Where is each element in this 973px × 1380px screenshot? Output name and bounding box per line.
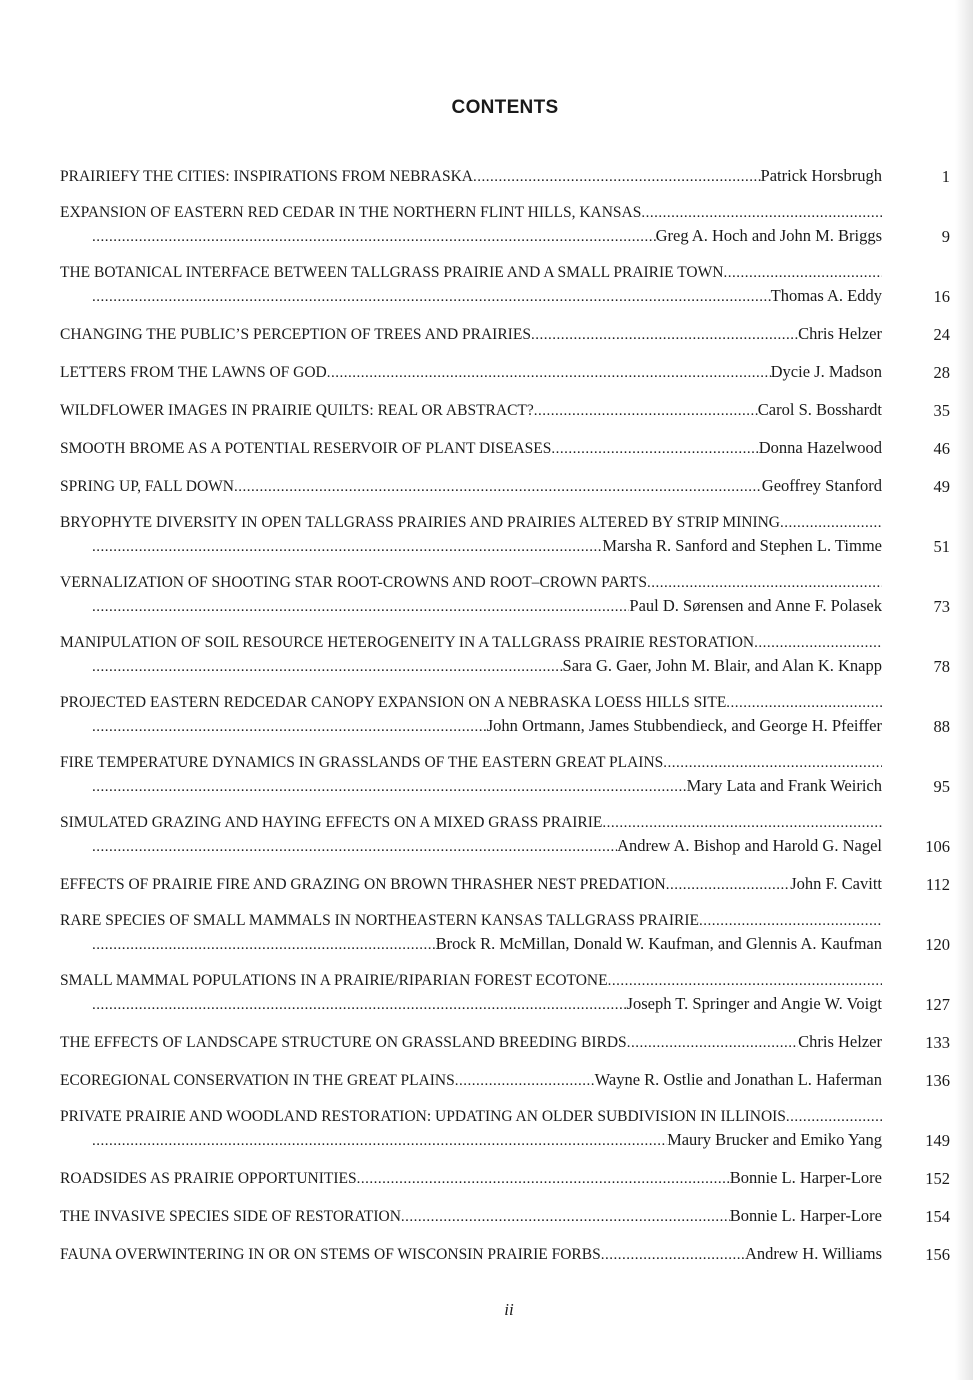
dot-leader <box>699 913 882 930</box>
entry-title: PRIVATE PRAIRIE AND WOODLAND RESTORATION: UPDATING AN OLDER SUBDIVISION IN ILLINOIS <box>60 1108 786 1125</box>
dot-leader <box>531 327 798 344</box>
entry-author: Thomas A. Eddy <box>770 286 882 305</box>
entry-title: PRAIRIEFY THE CITIES: INSPIRATIONS FROM NEBRASKA <box>60 168 473 185</box>
entry-author: Andrew H. Williams <box>745 1244 882 1263</box>
entry-page-number: 73 <box>933 597 950 616</box>
toc-author-line <box>60 776 882 798</box>
toc-title-line <box>60 514 882 536</box>
toc-author-line <box>60 994 882 1016</box>
entry-page-number: 127 <box>925 995 950 1014</box>
toc-title-line <box>60 1108 882 1130</box>
dot-leader <box>601 1247 745 1264</box>
toc-title-line <box>60 324 882 346</box>
entry-author: Brock R. McMillan, Donald W. Kaufman, and Glennis A. Kaufman <box>435 934 882 953</box>
toc-entry <box>60 204 950 248</box>
dot-leader <box>92 937 436 954</box>
toc-entry <box>60 1032 950 1054</box>
toc-entry <box>60 400 950 422</box>
entry-title: VERNALIZATION OF SHOOTING STAR ROOT-CROWNS AND ROOT–CROWN PARTS <box>60 574 648 591</box>
toc-entry <box>60 634 950 678</box>
entry-page-number: 46 <box>933 439 950 458</box>
entry-page-number: 28 <box>933 363 950 382</box>
entry-page-number: 120 <box>925 935 950 954</box>
entry-page-number: 106 <box>925 837 950 856</box>
dot-leader <box>627 1035 798 1052</box>
toc-entry <box>60 694 950 738</box>
entry-author: John Ortmann, James Stubbendieck, and George H. Pfeiffer <box>486 716 882 735</box>
entry-title: ECOREGIONAL CONSERVATION IN THE GREAT PLAINS <box>60 1072 455 1089</box>
toc-title-line <box>60 574 882 596</box>
toc-entry <box>60 1070 950 1092</box>
entry-title: SMOOTH BROME AS A POTENTIAL RESERVOIR OF PLANT DISEASES <box>60 440 552 457</box>
entry-page-number: 156 <box>925 1245 950 1264</box>
dot-leader <box>92 719 487 736</box>
dot-leader <box>327 365 771 382</box>
entry-author: Carol S. Bosshardt <box>757 400 882 419</box>
dot-leader <box>357 1171 730 1188</box>
entry-author: Mary Lata and Frank Weirich <box>686 776 882 795</box>
entry-title: FIRE TEMPERATURE DYNAMICS IN GRASSLANDS OF THE EASTERN GREAT PLAINS <box>60 754 664 771</box>
toc-entry <box>60 1168 950 1190</box>
entry-page-number: 112 <box>925 875 950 894</box>
toc-title-line <box>60 972 882 994</box>
entry-page-number: 35 <box>933 401 950 420</box>
toc-author-line <box>60 934 882 956</box>
dot-leader <box>92 779 687 796</box>
toc-title-line <box>60 634 882 656</box>
toc-title-line <box>60 166 882 188</box>
entry-author: Joseph T. Springer and Angie W. Voigt <box>626 994 882 1013</box>
toc-title-line <box>60 1168 882 1190</box>
toc-author-line <box>60 716 882 738</box>
entry-title: RARE SPECIES OF SMALL MAMMALS IN NORTHEASTERN KANSAS TALLGRASS PRAIRIE <box>60 912 700 929</box>
entry-author: Andrew A. Bishop and Harold G. Nagel <box>617 836 882 855</box>
entry-author: Wayne R. Ostlie and Jonathan L. Haferman <box>594 1070 882 1089</box>
toc-entry <box>60 874 950 896</box>
entry-title: THE BOTANICAL INTERFACE BETWEEN TALLGRASS PRAIRIE AND A SMALL PRAIRIE TOWN <box>60 264 724 281</box>
dot-leader <box>534 403 758 420</box>
entry-author: Maury Brucker and Emiko Yang <box>667 1130 882 1149</box>
dot-leader <box>92 599 629 616</box>
entry-page-number: 51 <box>933 537 950 556</box>
dot-leader <box>666 877 791 894</box>
dot-leader <box>754 635 882 652</box>
entry-page-number: 154 <box>925 1207 950 1226</box>
toc-title-line <box>60 1070 882 1092</box>
entry-title: SPRING UP, FALL DOWN <box>60 478 234 495</box>
entry-title: SIMULATED GRAZING AND HAYING EFFECTS ON A MIXED GRASS PRAIRIE <box>60 814 603 831</box>
dot-leader <box>786 1109 882 1126</box>
dot-leader <box>234 479 762 496</box>
dot-leader <box>92 289 771 306</box>
entry-page-number: 24 <box>933 325 950 344</box>
entry-title: EXPANSION OF EASTERN RED CEDAR IN THE NORTHERN FLINT HILLS, KANSAS <box>60 204 642 221</box>
entry-author: Bonnie L. Harper-Lore <box>729 1206 882 1225</box>
toc-author-line <box>60 656 882 678</box>
toc-title-line <box>60 754 882 776</box>
entry-title: ROADSIDES AS PRAIRIE OPPORTUNITIES <box>60 1170 357 1187</box>
entry-title: WILDFLOWER IMAGES IN PRAIRIE QUILTS: REAL OR ABSTRACT? <box>60 402 534 419</box>
toc-title-line <box>60 694 882 716</box>
entry-author: Chris Helzer <box>798 1032 882 1051</box>
page-title: CONTENTS <box>451 97 559 118</box>
dot-leader <box>401 1209 730 1226</box>
dot-leader <box>726 695 882 712</box>
entry-author: Greg A. Hoch and John M. Briggs <box>655 226 882 245</box>
dot-leader <box>641 205 882 222</box>
toc-title-line <box>60 362 882 384</box>
toc-author-line <box>60 226 882 248</box>
entry-page-number: 95 <box>933 777 950 796</box>
toc-entry <box>60 1206 950 1228</box>
toc-title-line <box>60 1206 882 1228</box>
toc-author-line <box>60 536 882 558</box>
toc-title-line <box>60 814 882 836</box>
entry-page-number: 9 <box>941 227 950 246</box>
dot-leader <box>473 169 761 186</box>
toc-title-line <box>60 1032 882 1054</box>
toc-entry <box>60 514 950 558</box>
entry-author: Bonnie L. Harper-Lore <box>729 1168 882 1187</box>
toc-author-line <box>60 596 882 618</box>
toc-entry <box>60 264 950 308</box>
entry-page-number: 1 <box>941 167 950 186</box>
entry-page-number: 133 <box>925 1033 950 1052</box>
entry-author: Marsha R. Sanford and Stephen L. Timme <box>602 536 882 555</box>
toc-author-line <box>60 1130 882 1152</box>
entry-author: Geoffrey Stanford <box>761 476 882 495</box>
entry-page-number: 16 <box>933 287 950 306</box>
dot-leader <box>780 515 882 532</box>
entry-title: THE EFFECTS OF LANDSCAPE STRUCTURE ON GRASSLAND BREEDING BIRDS <box>60 1034 627 1051</box>
toc-title-line <box>60 874 882 896</box>
toc-title-line <box>60 204 882 226</box>
entry-author: Donna Hazelwood <box>758 438 882 457</box>
toc-entry <box>60 814 950 858</box>
dot-leader <box>92 229 656 246</box>
toc-entry <box>60 574 950 618</box>
toc-entry <box>60 166 950 188</box>
dot-leader <box>723 265 882 282</box>
toc-title-line <box>60 912 882 934</box>
entry-title: THE INVASIVE SPECIES SIDE OF RESTORATION <box>60 1208 401 1225</box>
toc-entry <box>60 324 950 346</box>
dot-leader <box>551 441 758 458</box>
entry-title: PROJECTED EASTERN REDCEDAR CANOPY EXPANSION ON A NEBRASKA LOESS HILLS SITE <box>60 694 727 711</box>
toc-entry <box>60 476 950 498</box>
toc-entry <box>60 1244 950 1266</box>
dot-leader <box>92 1133 667 1150</box>
toc-title-line <box>60 476 882 498</box>
entry-author: Chris Helzer <box>798 324 882 343</box>
toc-author-line <box>60 286 882 308</box>
entry-author: Dycie J. Madson <box>770 362 882 381</box>
dot-leader <box>92 997 627 1014</box>
entry-author: Sara G. Gaer, John M. Blair, and Alan K. Knapp <box>562 656 882 675</box>
entry-title: MANIPULATION OF SOIL RESOURCE HETEROGENEITY IN A TALLGRASS PRAIRIE RESTORATION <box>60 634 755 651</box>
entry-title: BRYOPHYTE DIVERSITY IN OPEN TALLGRASS PRAIRIES AND PRAIRIES ALTERED BY STRIP MINING <box>60 514 781 531</box>
dot-leader <box>455 1073 595 1090</box>
page-edge-shadow <box>955 0 973 1380</box>
entry-page-number: 152 <box>925 1169 950 1188</box>
toc-entry <box>60 438 950 460</box>
entry-page-number: 49 <box>933 477 950 496</box>
toc-entry <box>60 1108 950 1152</box>
toc-title-line <box>60 1244 882 1266</box>
entry-page-number: 136 <box>925 1071 950 1090</box>
entry-author: John F. Cavitt <box>790 874 882 893</box>
entry-author: Patrick Horsbrugh <box>760 166 882 185</box>
entry-page-number: 78 <box>933 657 950 676</box>
dot-leader <box>647 575 882 592</box>
entry-title: LETTERS FROM THE LAWNS OF GOD <box>60 364 327 381</box>
entry-title: EFFECTS OF PRAIRIE FIRE AND GRAZING ON BROWN THRASHER NEST PREDATION <box>60 876 666 893</box>
toc-title-line <box>60 438 882 460</box>
entry-title: SMALL MAMMAL POPULATIONS IN A PRAIRIE/RIPARIAN FOREST ECOTONE <box>60 972 608 989</box>
toc-author-line <box>60 836 882 858</box>
table-of-contents <box>60 150 950 1266</box>
entry-title: CHANGING THE PUBLIC’S PERCEPTION OF TREES AND PRAIRIES <box>60 326 531 343</box>
toc-entry <box>60 754 950 798</box>
toc-entry <box>60 972 950 1016</box>
entry-author: Paul D. Sørensen and Anne F. Polasek <box>629 596 882 615</box>
entry-page-number: 149 <box>925 1131 950 1150</box>
entry-title: FAUNA OVERWINTERING IN OR ON STEMS OF WISCONSIN PRAIRIE FORBS <box>60 1246 601 1263</box>
dot-leader <box>92 539 602 556</box>
dot-leader <box>608 973 882 990</box>
dot-leader <box>92 839 617 856</box>
dot-leader <box>663 755 882 772</box>
dot-leader <box>92 659 563 676</box>
toc-title-line <box>60 264 882 286</box>
dot-leader <box>602 815 882 832</box>
page-number: ii <box>504 1300 514 1319</box>
toc-entry <box>60 362 950 384</box>
toc-entry <box>60 912 950 956</box>
toc-title-line <box>60 400 882 422</box>
entry-page-number: 88 <box>933 717 950 736</box>
